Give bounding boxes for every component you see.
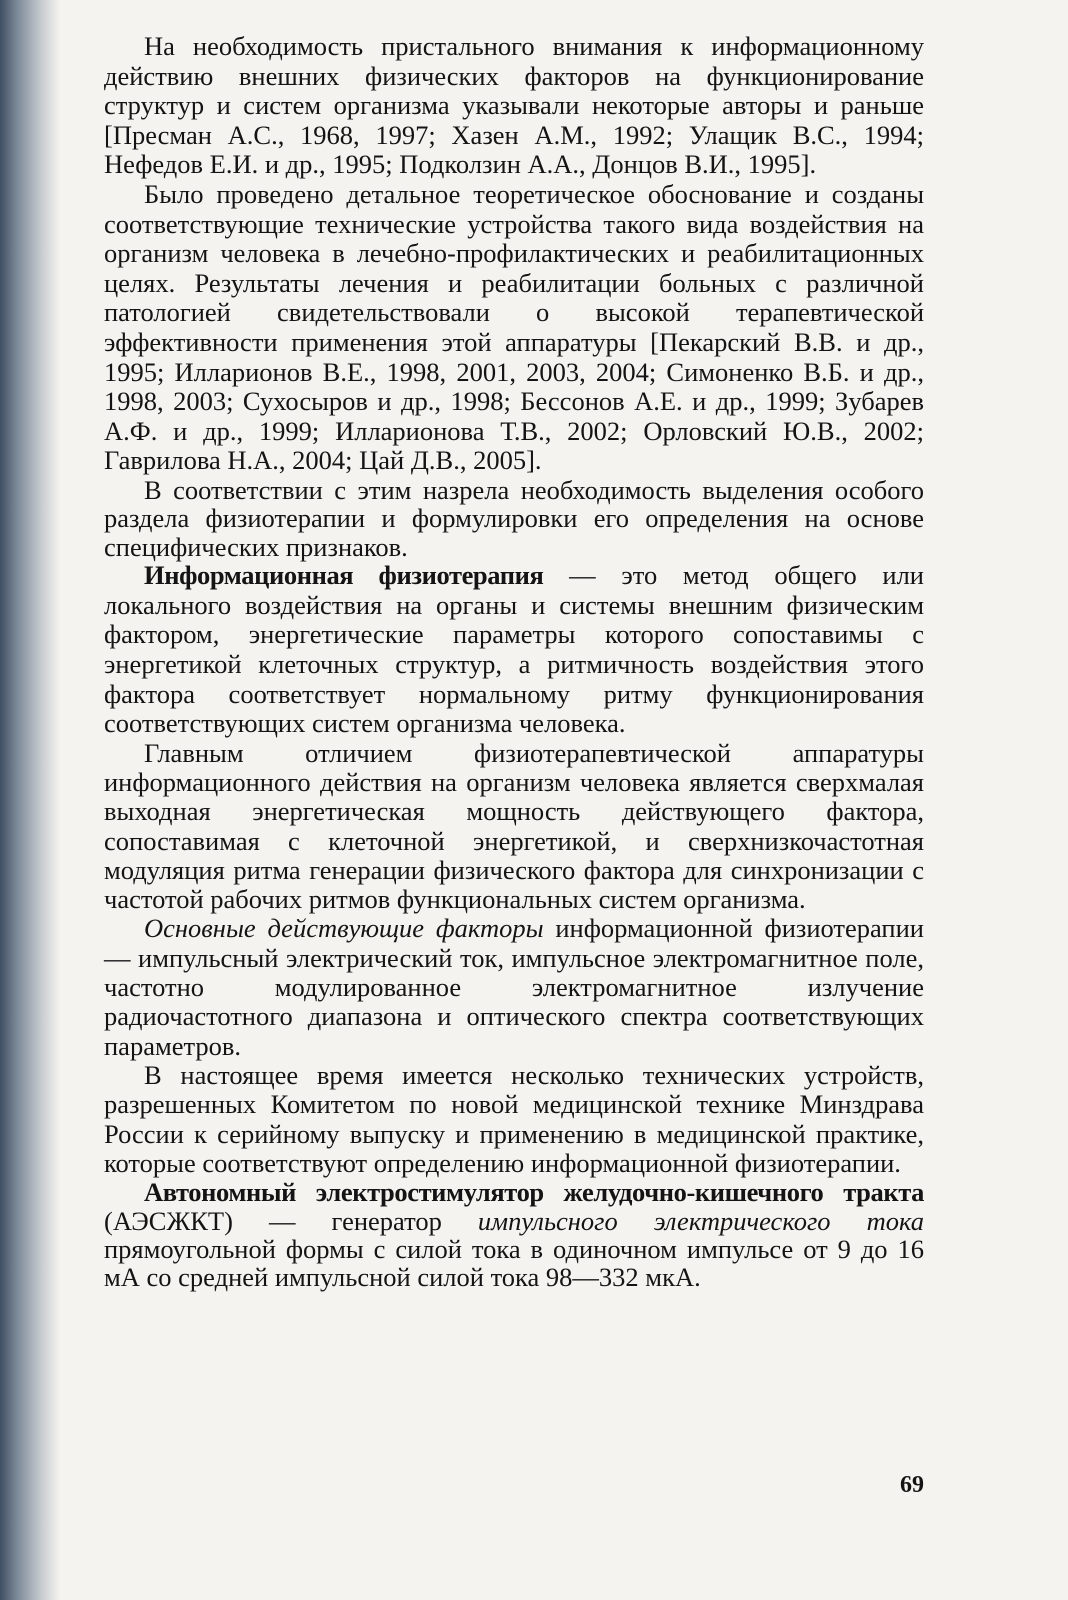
book-spine-shadow <box>0 0 60 1600</box>
term-main-factors: Основные действующие факторы <box>144 913 544 944</box>
term-autonomous-stimulator: Автономный электростимулятор желудочно-кишечного тракта <box>144 1177 924 1208</box>
paragraph-4-definition <box>104 561 924 739</box>
factors-text: информационной физиотерапии — импульсный электрический ток, импульсное электромагнитное поле, частотно модулированное электромагнитное излучение радиочастотного диапазона и оптического спектра соответствующих параметров. <box>104 913 924 1061</box>
term-pulsed-current: импульсного электрического тока <box>477 1205 924 1236</box>
paragraph-8 <box>104 1178 924 1292</box>
definition-text: — это метод общего или локального воздействия на органы и системы внешним физическим фактором, энергетические параметры которого сопоставимы с энергетикой клеточных структур, а ритмичность воздействия этого фактора соответствует нормальному ритму функционирования соответствующих систем организма человека. <box>104 560 924 739</box>
stimulator-text-b: прямоугольной формы с силой тока в одиночном импульсе от 9 до 16 мА со средней импульсной силой тока 98—332 мкА. <box>104 1233 924 1293</box>
paragraph-7: В настоящее время имеется несколько технических устройств, разрешенных Комитетом по новой медицинской технике Минздрава России к серийному выпуску и применению в медицинской практике, которые соответствуют определению информационной физиотерапии. <box>104 1059 924 1178</box>
paragraph-1: На необходимость пристального внимания к информационному действию внешних физических факторов на функционирование структур и систем организма указывали некоторые авторы и раньше [Пресман А.С., 1968, 1997; Хазен А.М., 1992; Улащик В.С., 1994; Нефедов Е.И. и др., 1995; Подколзин А.А., Донцов В.И., 1995]. <box>104 31 924 180</box>
paragraph-5: Главным отличием физиотерапевтической аппаратуры информационного действия на организм человека является сверхмалая выходная энергетическая мощность действующего фактора, сопоставимая с клеточной энергетикой, и сверхнизкочастотная модуляция ритма генерации физического фактора для синхронизации с частотой рабочих ритмов функциональных систем организма. <box>104 737 924 915</box>
paragraph-3: В соответствии с этим назрела необходимость выделения особого раздела физиотерапии и формулировки его определения на основе специфических признаков. <box>104 474 924 562</box>
paragraph-6 <box>104 914 924 1060</box>
page-text <box>104 32 924 1292</box>
page-number: 69 <box>900 1472 924 1498</box>
paragraph-2: Было проведено детальное теоретическое обоснование и созданы соответствующие технические устройства такого вида воздействия на организм человека в лечебно-профилактических и реабилитационных целях. Результаты лечения и реабилитации больных с различной патологией свидетельствовали о высокой терапевтической эффективности применения этой аппаратуры [Пекарский В.В. и др., 1995; Илларионов В.Е., 1998, 2001, 2003, 2004; Симоненко В.Б. и др., 1998, 2003; Сухосыров и др., 1998; Бессонов А.Е. и др., 1999; Зубарев А.Ф. и др., 1999; Илларионова Т.В., 2002; Орловский Ю.В., 2002; Гаврилова Н.А., 2004; Цай Д.В., 2005]. <box>104 178 924 476</box>
stimulator-text-a: (АЭСЖКТ) — генератор <box>104 1205 478 1236</box>
term-information-physiotherapy: Информационная физиотерапия <box>144 560 544 591</box>
